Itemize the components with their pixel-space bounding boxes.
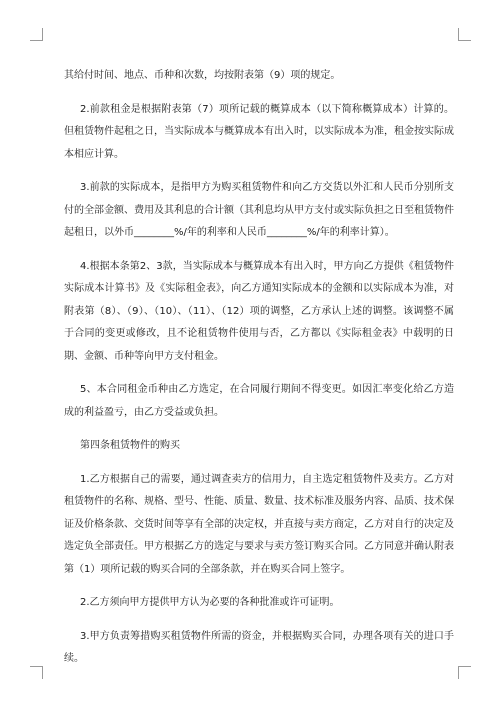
crop-mark-bottom-left bbox=[30, 666, 43, 679]
paragraph-clause-2: 2.前款租金是根据附表第（7）项所记载的概算成本（以下简称概算成本）计算的。但租赁物件起租之日，当实际成本与概算成本有出入时，以实际成本为准，租金按实际成本相应计算。 bbox=[64, 103, 454, 160]
paragraph-continuation: 其给付时间、地点、币种和次数，均按附表第（9）项的规定。 bbox=[64, 70, 341, 81]
paragraph-clause-3: 3.前款的实际成本，是指甲方为购买租赁物件和向乙方交货以外汇和人民币分别所支付的全部金额、费用及其利息的合计额（其利息均从甲方支付或实际负担之日至租赁物件起租日，以外币________%/年的利率和人民币________%/年的利率计算）。 bbox=[64, 182, 454, 238]
document-body bbox=[64, 65, 454, 682]
paragraph-clause-4: 4.根据本条第2、3款，当实际成本与概算成本有出入时，甲方向乙方提供《租赁物件实际成本计算书》及《实际租金表》，向乙方通知实际成本的金额和以实际成本为准，对附表第（8）、（9）、（10）、（11）、（12）项的调整，乙方承认上述的调整。该调整不属于合同的变更或修改，且不论租赁物件使用与否，乙方都以《实际租金表》中载明的日期、金额、币种等向甲方支付租金。 bbox=[64, 260, 454, 362]
paragraph-clause-5: 5、本合同租金币种由乙方选定，在合同履行期间不得变更。如因汇率变化给乙方造成的利益盈亏，由乙方受益或负担。 bbox=[64, 384, 454, 418]
crop-mark-top-left bbox=[30, 28, 43, 41]
crop-mark-bottom-right bbox=[458, 666, 471, 679]
section-heading: 第四条租赁物件的购买 bbox=[80, 440, 180, 451]
paragraph-purchase-1: 1.乙方根据自己的需要，通过调查卖方的信用力，自主选定租赁物件及卖方。乙方对租赁物件的名称、规格、型号、性能、质量、数量、技术标准及服务内容、品质、技术保证及价格条款、交货时间等享有全部的决定权，并直接与卖方商定，乙方对自行的决定及选定负全部责任。甲方根据乙方的选定与要求与卖方签订购买合同。乙方同意并确认附表第（1）项所记载的购买合同的全部条款，并在购买合同上签字。 bbox=[64, 473, 454, 575]
paragraph-purchase-2: 2.乙方须向甲方提供甲方认为必要的各种批准或许可证明。 bbox=[80, 597, 340, 608]
crop-mark-top-right bbox=[458, 28, 471, 41]
paragraph-purchase-3: 3.甲方负责筹措购买租赁物件所需的资金，并根据购买合同，办理各项有关的进口手续。 bbox=[64, 630, 454, 664]
